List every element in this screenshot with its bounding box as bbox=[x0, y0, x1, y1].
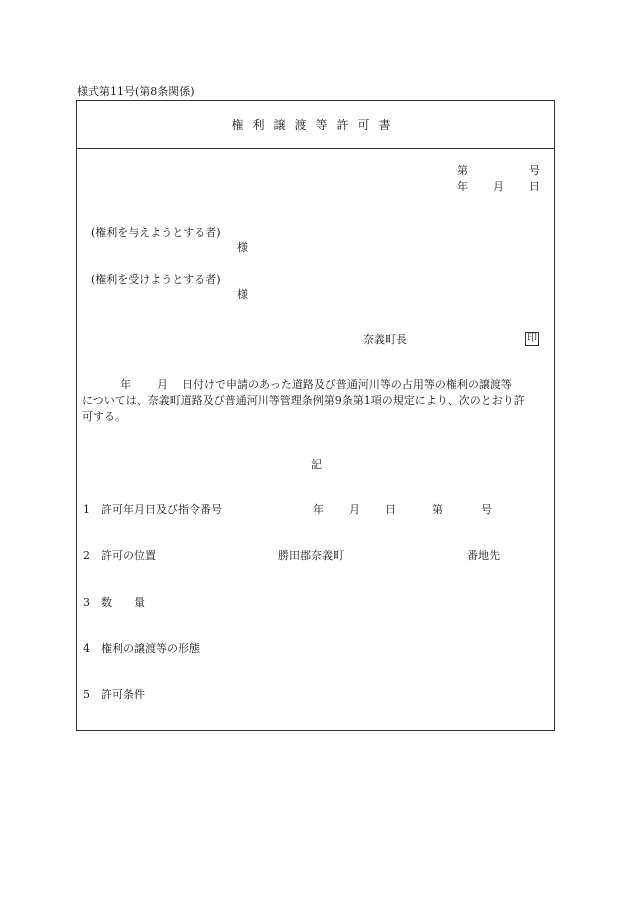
number-dai: 第 bbox=[457, 164, 468, 177]
issuer-name: 奈義町長 bbox=[363, 333, 407, 346]
date-year: 年 bbox=[457, 180, 468, 193]
item-2-banchi: 番地先 bbox=[467, 549, 500, 562]
item-1-go: 号 bbox=[481, 503, 492, 516]
number-go: 号 bbox=[529, 164, 540, 177]
item-2-place: 勝田郡奈義町 bbox=[278, 549, 344, 562]
item-3-label: 数 量 bbox=[101, 596, 145, 609]
item-4-label: 権利の譲渡等の形態 bbox=[101, 642, 200, 655]
seal-mark: 印 bbox=[527, 333, 537, 344]
item-1-dai: 第 bbox=[432, 503, 443, 516]
item-5-number: 5 bbox=[83, 688, 90, 701]
date-month: 月 bbox=[493, 180, 504, 193]
item-1-day: 日 bbox=[385, 503, 396, 516]
form-number-label: 様式第11号(第8条関係) bbox=[77, 85, 195, 98]
item-4-number: 4 bbox=[83, 642, 90, 655]
body-line3: 可する。 bbox=[82, 410, 126, 423]
grantor-label: (権利を与えようとする者) bbox=[91, 226, 221, 239]
item-5-label: 許可条件 bbox=[101, 688, 145, 701]
item-2-number: 2 bbox=[83, 549, 90, 562]
grantor-honorific: 様 bbox=[237, 241, 248, 254]
grantee-label: (権利を受けようとする者) bbox=[91, 273, 221, 286]
item-3-number: 3 bbox=[83, 596, 90, 609]
form-frame bbox=[76, 100, 555, 731]
body-paragraph bbox=[82, 377, 552, 425]
document-title: 権利譲渡等許可書 bbox=[231, 118, 400, 132]
item-1-year: 年 bbox=[313, 503, 324, 516]
body-month: 月 bbox=[157, 378, 168, 391]
grantee-honorific: 様 bbox=[237, 288, 248, 301]
title-divider bbox=[77, 148, 554, 149]
body-line2: については、奈義町道路及び普通河川等管理条例第9条第1項の規定により、次のとおり許 bbox=[82, 394, 525, 407]
item-1-month: 月 bbox=[349, 503, 360, 516]
item-2-label: 許可の位置 bbox=[101, 549, 156, 562]
item-1-label: 許可年月日及び指令番号 bbox=[101, 503, 222, 516]
item-1-number: 1 bbox=[83, 503, 90, 516]
date-day: 日 bbox=[529, 180, 540, 193]
ki-heading: 記 bbox=[311, 458, 322, 471]
body-year: 年 bbox=[120, 378, 131, 391]
body-line1-text: 日付けで申請のあった道路及び普通河川等の占用等の権利の譲渡等 bbox=[182, 378, 512, 391]
